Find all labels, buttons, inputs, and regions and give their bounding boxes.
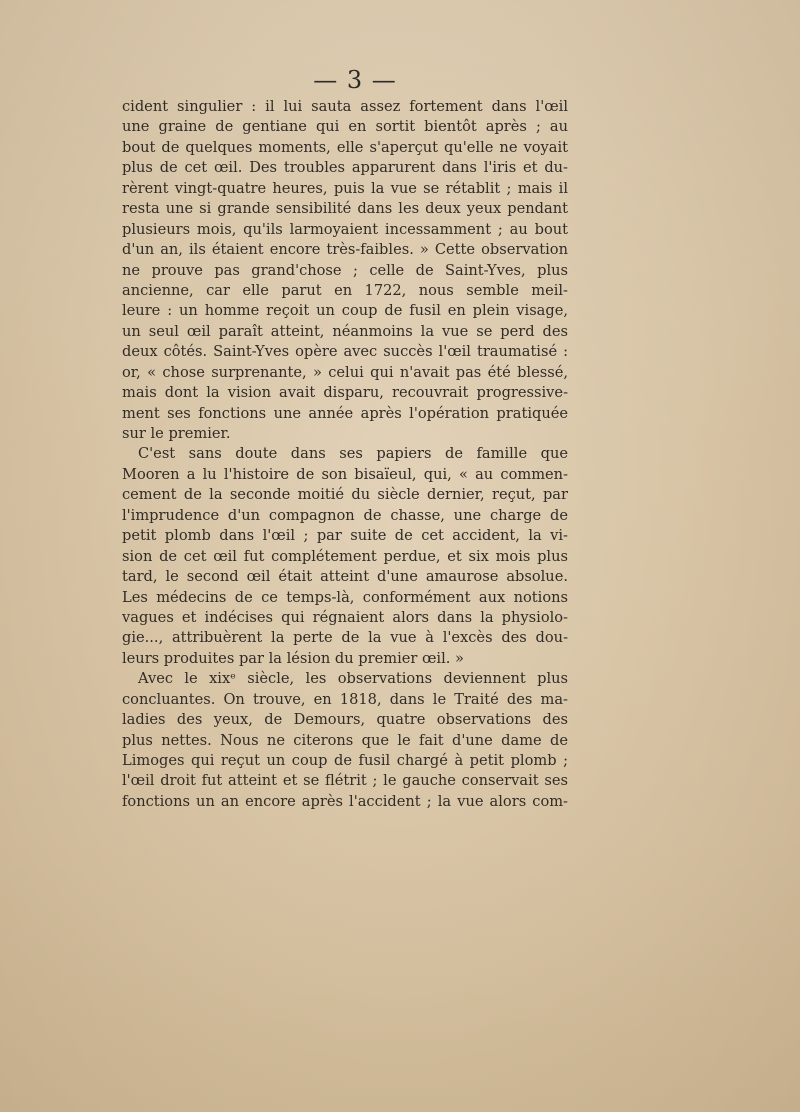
text-line: plus nettes. Nous ne citerons que le fait d'une dame de [122,731,568,749]
text-line: Limoges qui reçut un coup de fusil chargé à petit plomb ; [122,752,568,769]
text-line: Mooren a lu l'histoire de son bisaïeul, qui, « au commen- [122,465,568,483]
page-number: — 3 — [313,66,397,94]
text-line: plusieurs mois, qu'ils larmoyaient incessamment ; au bout [122,220,568,238]
text-line: tard, le second œil était atteint d'une amaurose absolue. [122,568,568,586]
text-line: leure : un homme reçoit un coup de fusil en plein visage, [122,302,568,320]
text-line: Les médecins de ce temps-là, conformément aux notions [122,588,568,606]
text-line: leurs produites par la lésion du premier œil. » [122,649,464,667]
text-line: mais dont la vision avait disparu, recouvrait progressive- [122,384,568,402]
text-line: resta une si grande sensibilité dans les deux yeux pendant [122,200,568,218]
text-line: concluantes. On trouve, en 1818, dans le Traité des ma- [122,690,568,708]
text-line: petit plomb dans l'œil ; par suite de cet accident, la vi- [122,527,568,545]
text-line: ne prouve pas grand'chose ; celle de Saint-Yves, plus [122,261,568,279]
text-line: cement de la seconde moitié du siècle dernier, reçut, par [122,486,568,504]
text-line: d'un an, ils étaient encore très-faibles. » Cette observation [122,241,568,259]
text-line: gie..., attribuèrent la perte de la vue à l'excès des dou- [122,629,568,647]
text-line: sur le premier. [122,425,231,442]
text-line: rèrent vingt-quatre heures, puis la vue se rétablit ; mais il [122,179,568,197]
text-line: cident singulier : il lui sauta assez fortement dans l'œil [122,98,568,115]
text-line: fonctions un an encore après l'accident ; la vue alors com- [122,792,568,810]
text-line: ancienne, car elle parut en 1722, nous semble meil- [122,281,568,299]
text-line: bout de quelques moments, elle s'aperçut qu'elle ne voyait [122,138,568,156]
text-line: l'œil droit fut atteint et se flétrit ; le gauche conservait ses [122,772,568,790]
text-line: deux côtés. Saint-Yves opère avec succès l'œil traumatisé : [122,343,568,361]
text-line: sion de cet œil fut complétement perdue, et six mois plus [122,547,568,565]
text-line: une graine de gentiane qui en sortit bientôt après ; au [122,118,568,136]
text-line: l'imprudence d'un compagnon de chasse, une charge de [122,506,568,524]
paragraph-start: C'est sans doute dans ses papiers de famille que [138,445,568,463]
text-line: vagues et indécises qui régnaient alors dans la physiolo- [122,608,568,626]
text-line: plus de cet œil. Des troubles apparurent dans l'iris et du- [122,159,568,177]
paragraph-start: Avec le xixᵉ siècle, les observations deviennent plus [138,670,568,688]
text-line: or, « chose surprenante, » celui qui n'avait pas été blessé, [122,363,568,381]
text-line: ladies des yeux, de Demours, quatre observations des [122,711,568,729]
text-line: un seul œil paraît atteint, néanmoins la vue se perd des [122,322,568,340]
text-line: ment ses fonctions une année après l'opération pratiquée [122,404,568,422]
body-text [122,97,568,812]
